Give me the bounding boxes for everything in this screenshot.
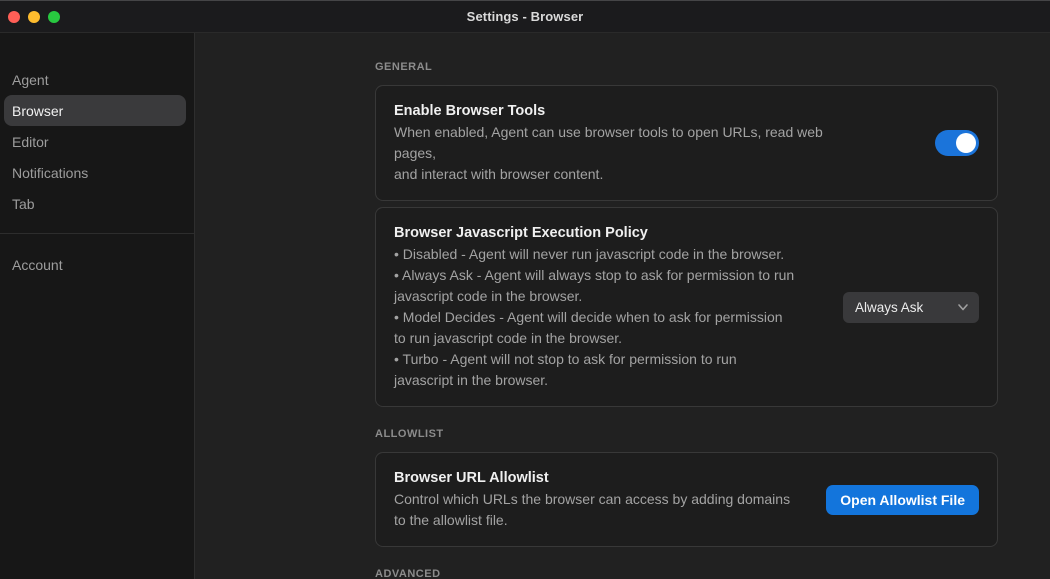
sidebar (0, 33, 195, 579)
toggle-knob (956, 133, 976, 153)
policy-option-line: javascript in the browser. (394, 372, 549, 388)
sidebar-item-tab[interactable] (4, 188, 186, 219)
policy-option-line: • Always Ask - Agent will always stop to ask for permission to run (394, 267, 795, 283)
card-enable-browser-tools (375, 85, 998, 201)
close-button[interactable] (8, 11, 20, 23)
minimize-button[interactable] (28, 11, 40, 23)
sidebar-item-label: Browser (12, 102, 64, 119)
setting-description-line: and interact with browser content. (394, 166, 604, 182)
section-header: ALLOWLIST (375, 428, 444, 440)
sidebar-item-label: Notifications (12, 164, 89, 181)
section-general (375, 61, 998, 407)
card-browser-url-allowlist (375, 452, 998, 547)
sidebar-item-label: Agent (12, 71, 49, 88)
sidebar-item-label: Tab (12, 195, 35, 212)
sidebar-item-account[interactable] (4, 249, 186, 280)
traffic-lights (8, 1, 60, 32)
javascript-policy-dropdown[interactable] (843, 292, 979, 323)
sidebar-divider (0, 233, 194, 234)
title-bar (0, 0, 1050, 33)
setting-description-line: When enabled, Agent can use browser tools to open URLs, read web pages, (394, 124, 823, 161)
policy-option-line: • Disabled - Agent will never run javascript code in the browser. (394, 246, 785, 262)
section-advanced (375, 568, 998, 579)
policy-option-line: • Model Decides - Agent will decide when to ask for permission (394, 309, 783, 325)
setting-title: Browser URL Allowlist (394, 470, 549, 486)
sidebar-item-agent[interactable] (4, 64, 186, 95)
enable-browser-tools-toggle[interactable] (935, 130, 979, 156)
policy-option-line: to run javascript code in the browser. (394, 330, 623, 346)
sidebar-item-label: Editor (12, 133, 49, 150)
dropdown-selected-value: Always Ask (855, 299, 924, 315)
section-header: GENERAL (375, 61, 433, 73)
sidebar-item-label: Account (12, 256, 63, 273)
section-header: ADVANCED (375, 568, 441, 579)
window-title: Settings - Browser (466, 9, 584, 24)
open-allowlist-file-button[interactable]: Open Allowlist File (826, 485, 979, 515)
section-allowlist (375, 428, 998, 547)
chevron-down-icon (957, 301, 969, 313)
policy-option-line: javascript code in the browser. (394, 288, 583, 304)
setting-title: Browser Javascript Execution Policy (394, 225, 648, 241)
sidebar-item-browser[interactable] (4, 95, 186, 126)
sidebar-item-editor[interactable] (4, 126, 186, 157)
sidebar-item-notifications[interactable] (4, 157, 186, 188)
setting-title: Enable Browser Tools (394, 103, 546, 119)
zoom-button[interactable] (48, 11, 60, 23)
setting-description-line: to the allowlist file. (394, 512, 508, 528)
policy-option-line: • Turbo - Agent will not stop to ask for permission to run (394, 351, 737, 367)
setting-description-line: Control which URLs the browser can access by adding domains (394, 491, 791, 507)
settings-content (195, 33, 1050, 579)
card-javascript-execution-policy (375, 207, 998, 407)
